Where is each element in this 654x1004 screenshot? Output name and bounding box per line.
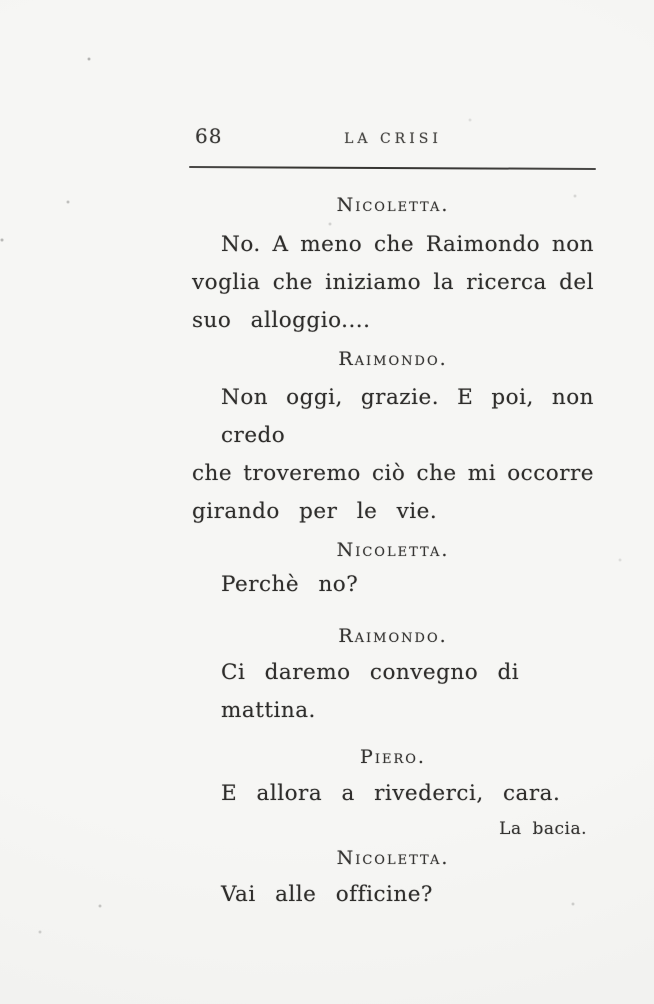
dialogue-line: girando per le vie. bbox=[192, 499, 438, 524]
dialogue-line: Vai alle officine? bbox=[221, 882, 433, 907]
dialogue-paragraph bbox=[192, 379, 594, 531]
speaker-name: Nicoletta. bbox=[336, 539, 450, 561]
dialogue-line: che troveremo ciò che mi occorre bbox=[192, 461, 594, 486]
stage-direction: La bacia. bbox=[499, 819, 587, 839]
dialogue-paragraph bbox=[192, 226, 594, 340]
speaker-name: Nicoletta. bbox=[336, 847, 450, 869]
dialogue-line: voglia che iniziamo la ricerca del bbox=[192, 270, 594, 295]
dialogue-paragraph bbox=[192, 654, 594, 730]
speaker-name: Nicoletta. bbox=[336, 194, 450, 216]
speaker-name: Raimondo. bbox=[338, 348, 448, 370]
dialogue-line: E allora a rivederci, cara. bbox=[221, 781, 561, 806]
speaker-name: Piero. bbox=[360, 746, 426, 768]
dialogue-paragraph bbox=[192, 876, 594, 914]
dialogue-line: No. A meno che Raimondo non bbox=[221, 232, 594, 257]
speaker-name: Raimondo. bbox=[338, 625, 448, 647]
dialogue-paragraph bbox=[192, 566, 594, 604]
page-number: 68 bbox=[195, 124, 223, 148]
header-rule bbox=[189, 166, 596, 170]
running-title: LA CRISI bbox=[344, 131, 442, 147]
dialogue-paragraph bbox=[192, 775, 594, 813]
dialogue-line: Non oggi, grazie. E poi, non credo bbox=[221, 385, 594, 448]
text-column bbox=[192, 190, 594, 914]
dialogue-line: suo alloggio.... bbox=[192, 308, 371, 333]
dialogue-line: Perchè no? bbox=[221, 572, 359, 597]
dialogue-line: Ci daremo convegno di mattina. bbox=[221, 660, 520, 723]
